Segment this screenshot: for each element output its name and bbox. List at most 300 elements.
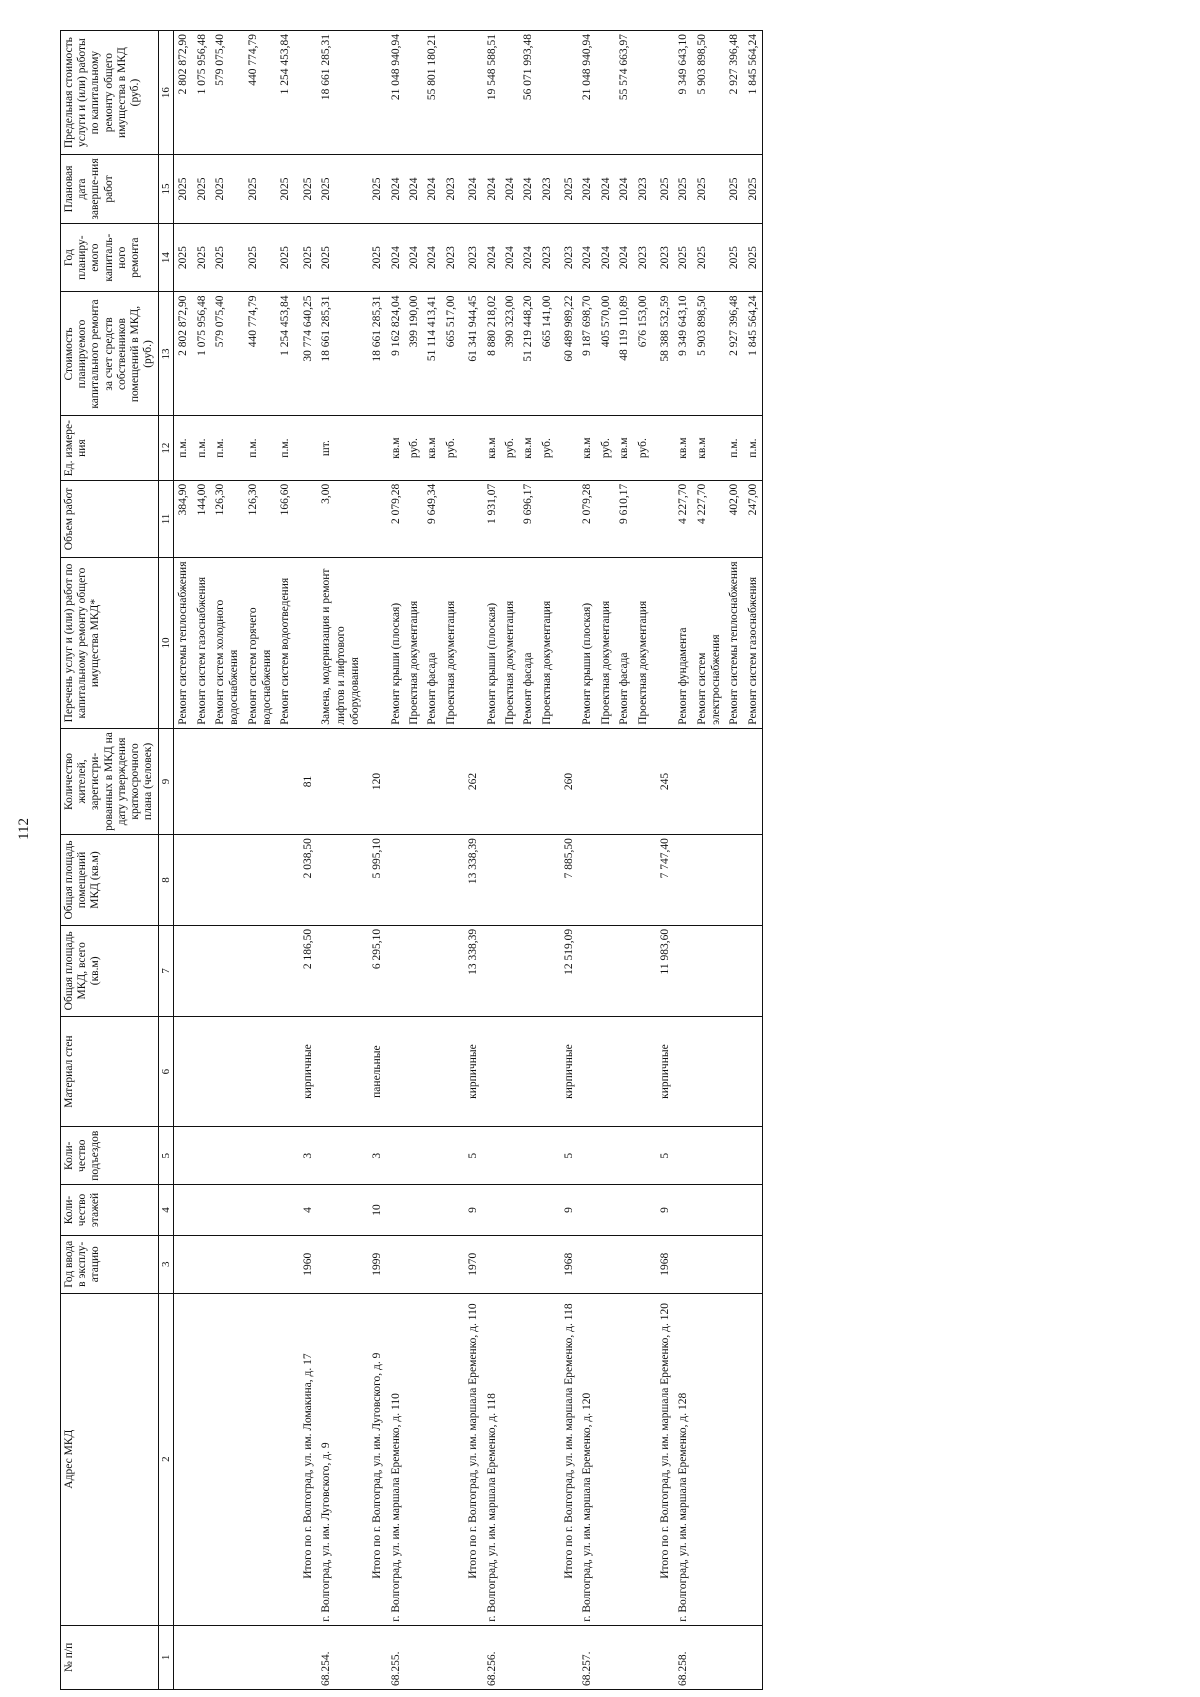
cell-people [405,728,423,834]
cell-mat: кирпичные [295,1016,317,1127]
cell-vol: 2 079,28 [578,480,596,558]
cell-y2: 2025 [174,155,193,224]
cell-unit: руб. [405,416,423,480]
cell-cost: 18 661 285,31 [317,292,364,416]
cell-addr [423,1293,441,1625]
cell-limit [538,31,556,155]
cell-y2: 2025 [276,155,294,224]
cell-limit [597,31,615,155]
capital-repair-table [60,30,763,1690]
cell-y2: 2025 [674,155,692,224]
column-header: Общая площадь помещений МКД (кв.м) [61,835,159,926]
cell-limit: 55 574 663,97 [615,31,633,155]
cell-entr [693,1127,726,1185]
cell-area [405,925,423,1016]
cell-n: 68.257. [578,1625,596,1689]
cell-area2: 7 747,40 [652,835,674,926]
column-header: Коли-чество подъездов [61,1127,159,1185]
cell-limit [501,31,519,155]
cell-area2 [387,835,405,926]
cell-mat [423,1016,441,1127]
cell-vol: 9 696,17 [519,480,537,558]
cell-y2: 2023 [634,155,652,224]
cell-n [295,1625,317,1689]
cell-area2 [519,835,537,926]
cell-area2 [317,835,364,926]
cell-entr [615,1127,633,1185]
table-row [405,31,423,1690]
column-header: Общая площадь МКД, всего (кв.м) [61,925,159,1016]
cell-mat [483,1016,501,1127]
cell-limit: 1 075 956,48 [193,31,211,155]
cell-unit: п.м. [193,416,211,480]
cell-floors [693,1185,726,1236]
cell-addr [276,1293,294,1625]
cell-work: Ремонт фундамента [674,558,692,729]
cell-work [460,558,482,729]
column-number: 13 [158,292,174,416]
cell-area [725,925,743,1016]
cell-vol: 126,30 [244,480,277,558]
cell-people [578,728,596,834]
cell-entr [538,1127,556,1185]
cell-floors [578,1185,596,1236]
cell-floors [211,1185,244,1236]
table-body [174,31,763,1690]
cell-entr [423,1127,441,1185]
cell-cost: 51 219 448,20 [519,292,537,416]
cell-cost: 60 489 989,22 [556,292,578,416]
cell-work: Ремонт системы теплоснабжения [174,558,193,729]
column-number: 2 [158,1293,174,1625]
cell-y1: 2025 [317,223,364,292]
cell-year [405,1235,423,1293]
cell-people [744,728,763,834]
cell-addr [193,1293,211,1625]
cell-year: 1999 [364,1235,386,1293]
column-header: Материал стен [61,1016,159,1127]
page-number: 112 [16,818,32,840]
cell-unit [364,416,386,480]
cell-work: Ремонт крыши (плоская) [578,558,596,729]
cell-floors [519,1185,537,1236]
table-row [725,31,743,1690]
cell-area2 [725,835,743,926]
column-header: Год планиру-емого капиталь-ного ремонта [61,223,159,292]
cell-cost: 9 162 824,04 [387,292,405,416]
cell-people [211,728,244,834]
cell-work: Проектная документация [634,558,652,729]
cell-n [615,1625,633,1689]
cell-cost: 399 190,00 [405,292,423,416]
cell-addr [615,1293,633,1625]
cell-entr [578,1127,596,1185]
cell-area [519,925,537,1016]
cell-cost: 579 075,40 [211,292,244,416]
cell-entr: 3 [364,1127,386,1185]
cell-unit: кв.м [674,416,692,480]
cell-limit [295,31,317,155]
cell-vol: 9 649,34 [423,480,441,558]
cell-y2: 2024 [460,155,482,224]
cell-area [244,925,277,1016]
total-row [556,31,578,1690]
column-header: Перечень услуг и (или) работ по капитальному ремонту общего имущества МКД* [61,558,159,729]
cell-mat [244,1016,277,1127]
cell-y1: 2024 [423,223,441,292]
cell-entr [725,1127,743,1185]
cell-n [442,1625,460,1689]
cell-n [556,1625,578,1689]
cell-cost: 9 187 698,70 [578,292,596,416]
cell-limit: 18 661 285,31 [317,31,364,155]
cell-y2: 2024 [501,155,519,224]
table-row [597,31,615,1690]
cell-addr: Итого по г. Волгоград, ул. им. Луговского, д. 9 [364,1293,386,1625]
cell-addr [405,1293,423,1625]
cell-vol: 126,30 [211,480,244,558]
cell-n [405,1625,423,1689]
cell-work: Проектная документация [597,558,615,729]
cell-vol: 402,00 [725,480,743,558]
cell-area [483,925,501,1016]
cell-mat [597,1016,615,1127]
cell-work [556,558,578,729]
cell-cost: 48 119 110,89 [615,292,633,416]
cell-unit [295,416,317,480]
cell-vol: 4 227,70 [693,480,726,558]
cell-cost: 18 661 285,31 [364,292,386,416]
cell-y2: 2023 [442,155,460,224]
cell-year [538,1235,556,1293]
cell-floors [615,1185,633,1236]
cell-limit: 21 048 940,94 [578,31,596,155]
cell-work [364,558,386,729]
cell-area: 6 295,10 [364,925,386,1016]
cell-cost: 1 254 453,84 [276,292,294,416]
column-number: 5 [158,1127,174,1185]
cell-floors [387,1185,405,1236]
cell-year [244,1235,277,1293]
cell-mat [519,1016,537,1127]
column-header: Объем работ [61,480,159,558]
cell-floors [501,1185,519,1236]
cell-area2 [483,835,501,926]
cell-area2 [211,835,244,926]
cell-area2 [674,835,692,926]
cell-y1: 2024 [578,223,596,292]
cell-unit [556,416,578,480]
cell-y2: 2025 [556,155,578,224]
cell-vol: 9 610,17 [615,480,633,558]
cell-cost: 2 802 872,90 [174,292,193,416]
cell-unit: руб. [442,416,460,480]
table-row [483,31,501,1690]
column-number: 16 [158,31,174,155]
cell-people [538,728,556,834]
cell-year: 1968 [652,1235,674,1293]
cell-year [597,1235,615,1293]
cell-limit [556,31,578,155]
cell-area [597,925,615,1016]
cell-people [483,728,501,834]
cell-n [211,1625,244,1689]
cell-year [693,1235,726,1293]
cell-work: Проектная документация [442,558,460,729]
cell-area2 [538,835,556,926]
cell-area2 [423,835,441,926]
cell-y1: 2025 [364,223,386,292]
cell-area [744,925,763,1016]
cell-unit: кв.м [483,416,501,480]
column-header: Год ввода в эксплу-атацию [61,1235,159,1293]
cell-area [317,925,364,1016]
cell-addr [744,1293,763,1625]
cell-work: Ремонт систем электроснабжения [693,558,726,729]
cell-entr: 5 [556,1127,578,1185]
table-row [174,31,193,1690]
cell-limit: 2 802 872,90 [174,31,193,155]
cell-y2: 2024 [615,155,633,224]
cell-mat [578,1016,596,1127]
cell-n [519,1625,537,1689]
cell-addr: г. Волгоград, ул. им. маршала Еременко, д. 110 [387,1293,405,1625]
cell-mat [387,1016,405,1127]
cell-entr [634,1127,652,1185]
cell-unit: руб. [538,416,556,480]
cell-y2: 2024 [387,155,405,224]
cell-mat: кирпичные [556,1016,578,1127]
cell-vol: 3,00 [317,480,364,558]
cell-y2: 2024 [405,155,423,224]
cell-area: 11 983,60 [652,925,674,1016]
cell-cost: 1 075 956,48 [193,292,211,416]
cell-y2: 2025 [244,155,277,224]
column-number: 3 [158,1235,174,1293]
cell-area2: 5 995,10 [364,835,386,926]
cell-floors [674,1185,692,1236]
column-header: Количество жителей, зарегистри-рованных в МКД на дату утверждения краткосрочного плана (человек) [61,728,159,834]
cell-addr [244,1293,277,1625]
cell-y1: 2025 [725,223,743,292]
cell-vol: 144,00 [193,480,211,558]
cell-year [744,1235,763,1293]
cell-vol [597,480,615,558]
cell-unit: руб. [597,416,615,480]
cell-n: 68.256. [483,1625,501,1689]
cell-vol: 166,60 [276,480,294,558]
cell-work: Ремонт фасада [615,558,633,729]
cell-people [317,728,364,834]
cell-area2 [693,835,726,926]
cell-mat [693,1016,726,1127]
cell-limit [364,31,386,155]
cell-y2: 2025 [364,155,386,224]
cell-entr [387,1127,405,1185]
cell-area2: 2 038,50 [295,835,317,926]
cell-cost: 405 570,00 [597,292,615,416]
cell-work: Ремонт систем горячего водоснабжения [244,558,277,729]
cell-cost: 61 341 944,45 [460,292,482,416]
cell-year [174,1235,193,1293]
cell-area [615,925,633,1016]
cell-work [295,558,317,729]
cell-floors: 9 [556,1185,578,1236]
cell-area2 [615,835,633,926]
cell-y1: 2024 [597,223,615,292]
cell-vol: 4 227,70 [674,480,692,558]
cell-year [317,1235,364,1293]
cell-entr [597,1127,615,1185]
cell-y2: 2025 [295,155,317,224]
cell-addr [519,1293,537,1625]
cell-y1: 2024 [501,223,519,292]
cell-mat [276,1016,294,1127]
column-number: 10 [158,558,174,729]
cell-entr [519,1127,537,1185]
column-header: Ед. измере-ния [61,416,159,480]
cell-people [174,728,193,834]
column-header: Предельная стоимость услуги и (или) работы по капитальному ремонту общего имущества в МКД (руб.) [61,31,159,155]
cell-year [387,1235,405,1293]
cell-floors: 4 [295,1185,317,1236]
cell-unit: кв.м [615,416,633,480]
cell-vol: 2 079,28 [387,480,405,558]
cell-area2 [634,835,652,926]
cell-y2: 2025 [193,155,211,224]
column-header: Коли-чество этажей [61,1185,159,1236]
cell-mat [615,1016,633,1127]
column-header: Адрес МКД [61,1293,159,1625]
cell-addr: Итого по г. Волгоград, ул. им. маршала Еременко, д. 120 [652,1293,674,1625]
cell-mat [725,1016,743,1127]
cell-vol [556,480,578,558]
cell-entr: 3 [295,1127,317,1185]
cell-y2: 2025 [652,155,674,224]
cell-addr: г. Волгоград, ул. им. маршала Еременко, д. 128 [674,1293,692,1625]
cell-people: 260 [556,728,578,834]
cell-people [519,728,537,834]
cell-people [634,728,652,834]
cell-area [423,925,441,1016]
cell-limit [442,31,460,155]
cell-floors [483,1185,501,1236]
column-number: 6 [158,1016,174,1127]
cell-floors [244,1185,277,1236]
table-row [244,31,277,1690]
cell-vol [405,480,423,558]
cell-year: 1968 [556,1235,578,1293]
cell-y2: 2025 [725,155,743,224]
cell-limit: 440 774,79 [244,31,277,155]
cell-y2: 2024 [597,155,615,224]
cell-y1: 2023 [652,223,674,292]
column-number: 7 [158,925,174,1016]
cell-vol: 384,90 [174,480,193,558]
cell-y1: 2024 [519,223,537,292]
cell-floors [442,1185,460,1236]
cell-year [615,1235,633,1293]
cell-entr [317,1127,364,1185]
table-row [634,31,652,1690]
cell-unit: п.м. [174,416,193,480]
cell-year [578,1235,596,1293]
cell-mat [174,1016,193,1127]
cell-year [211,1235,244,1293]
cell-area [442,925,460,1016]
cell-area [693,925,726,1016]
cell-mat [193,1016,211,1127]
cell-work: Ремонт системы теплоснабжения [725,558,743,729]
cell-people [276,728,294,834]
cell-unit: кв.м [519,416,537,480]
cell-entr [276,1127,294,1185]
cell-y2: 2025 [744,155,763,224]
cell-floors [597,1185,615,1236]
cell-cost: 1 845 564,24 [744,292,763,416]
cell-year [519,1235,537,1293]
cell-vol: 1 931,07 [483,480,501,558]
cell-cost: 440 774,79 [244,292,277,416]
cell-cost: 5 903 898,50 [693,292,726,416]
cell-vol [364,480,386,558]
cell-limit: 19 548 588,51 [483,31,501,155]
cell-work: Ремонт систем водоотведения [276,558,294,729]
cell-unit [652,416,674,480]
rotated-page [60,30,1150,1690]
cell-people [693,728,726,834]
cell-work: Проектная документация [501,558,519,729]
cell-y2: 2024 [483,155,501,224]
cell-floors [423,1185,441,1236]
cell-entr [174,1127,193,1185]
cell-limit: 5 903 898,50 [693,31,726,155]
cell-y1: 2023 [556,223,578,292]
cell-n: 68.258. [674,1625,692,1689]
cell-work: Замена, модернизация и ремонт лифтов и лифтового оборудования [317,558,364,729]
table-row [538,31,556,1690]
cell-y1: 2025 [174,223,193,292]
cell-addr [725,1293,743,1625]
cell-y1: 2023 [442,223,460,292]
cell-vol [652,480,674,558]
cell-mat [317,1016,364,1127]
cell-unit: п.м. [725,416,743,480]
cell-year [674,1235,692,1293]
cell-mat [211,1016,244,1127]
cell-year [501,1235,519,1293]
cell-work: Ремонт фасада [519,558,537,729]
cell-mat [674,1016,692,1127]
table-row [578,31,596,1690]
cell-people [193,728,211,834]
cell-entr [211,1127,244,1185]
cell-limit [405,31,423,155]
column-header: № п/п [61,1625,159,1689]
cell-floors [276,1185,294,1236]
column-number: 4 [158,1185,174,1236]
cell-floors [317,1185,364,1236]
cell-entr [744,1127,763,1185]
cell-work: Ремонт систем газоснабжения [744,558,763,729]
cell-mat [634,1016,652,1127]
cell-addr: г. Волгоград, ул. им. Луговского, д. 9 [317,1293,364,1625]
cell-addr: г. Волгоград, ул. им. маршала Еременко, д. 120 [578,1293,596,1625]
cell-entr [193,1127,211,1185]
cell-addr: Итого по г. Волгоград, ул. им. маршала Еременко, д. 118 [556,1293,578,1625]
cell-mat: кирпичные [460,1016,482,1127]
cell-year [442,1235,460,1293]
